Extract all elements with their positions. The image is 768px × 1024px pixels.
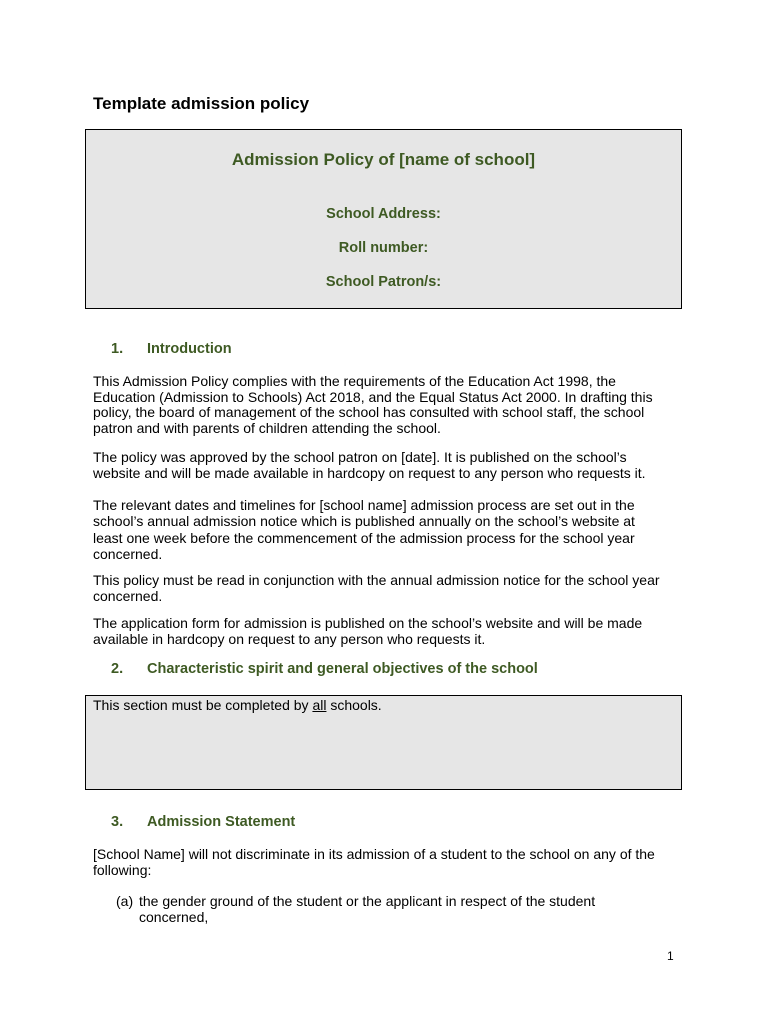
- text-line: This policy must be read in conjunction with the annual admission notice for the school year: [93, 572, 660, 588]
- policy-header-box: [85, 129, 682, 309]
- section-title: Introduction: [147, 341, 232, 357]
- text-line: patron and with parents of children attending the school.: [93, 419, 441, 436]
- section-heading-introduction: [111, 341, 232, 357]
- text-line: The policy was approved by the school patron on [date]. It is published on the school’s: [93, 449, 627, 465]
- intro-paragraph-3: [93, 497, 678, 562]
- school-address-field: School Address:: [326, 206, 441, 222]
- text-line: This Admission Policy complies with the requirements of the Education Act 1998, the: [93, 373, 616, 389]
- section-number: 3.: [111, 814, 124, 830]
- section-number: 1.: [111, 341, 124, 357]
- text-line: The application form for admission is published on the school’s website and will be made: [93, 615, 643, 631]
- section-box-text: [93, 697, 382, 713]
- text-line: Education (Admission to Schools) Act 2018, and the Equal Status Act 2000. In drafting this: [93, 388, 653, 405]
- text-line: least one week before the commencement of the admission process for the school year: [93, 529, 635, 546]
- intro-paragraph-2: [93, 450, 678, 481]
- section-number: 2.: [111, 661, 124, 677]
- text-line: policy, the board of management of the school has consulted with school staff, the school: [93, 404, 645, 420]
- admission-statement-paragraph: [93, 847, 678, 878]
- text-segment: This section must be completed by: [93, 697, 313, 713]
- text-line: website and will be made available in hardcopy on request to any person who requests it.: [93, 464, 646, 481]
- roll-number-field: Roll number:: [338, 240, 429, 256]
- policy-heading: Admission Policy of [name of school]: [231, 150, 536, 169]
- text-line: available in hardcopy on request to any person who requests it.: [93, 630, 486, 647]
- section-heading-admission-statement: [111, 814, 295, 830]
- section-title: Admission Statement: [147, 814, 296, 830]
- school-patron-field: School Patron/s:: [325, 274, 442, 290]
- intro-paragraph-4: [93, 573, 678, 604]
- text-line: The relevant dates and timelines for [school name] admission process are set out in the: [93, 497, 635, 513]
- text-line: following:: [93, 861, 152, 878]
- emphasis-text: all: [312, 697, 327, 713]
- list-item-text: [139, 894, 595, 925]
- page-number: 1: [667, 949, 674, 963]
- characteristic-spirit-box: [85, 695, 682, 790]
- section-title: Characteristic spirit and general objectives of the school: [147, 661, 538, 677]
- text-line: [School Name] will not discriminate in its admission of a student to the school on any of the: [93, 846, 655, 862]
- intro-paragraph-5: [93, 616, 678, 647]
- text-line: the gender ground of the student or the applicant in respect of the student: [139, 893, 596, 909]
- text-line: concerned.: [93, 587, 163, 604]
- document-title: Template admission policy: [93, 94, 310, 113]
- intro-paragraph-1: [93, 374, 678, 436]
- text-line: concerned.: [93, 545, 163, 562]
- section-heading-characteristic-spirit: [111, 661, 538, 677]
- list-marker: (a): [116, 893, 134, 909]
- text-line: school’s annual admission notice which is published annually on the school’s website at: [93, 513, 635, 530]
- text-segment: schools.: [326, 697, 382, 713]
- text-line: concerned,: [139, 908, 209, 925]
